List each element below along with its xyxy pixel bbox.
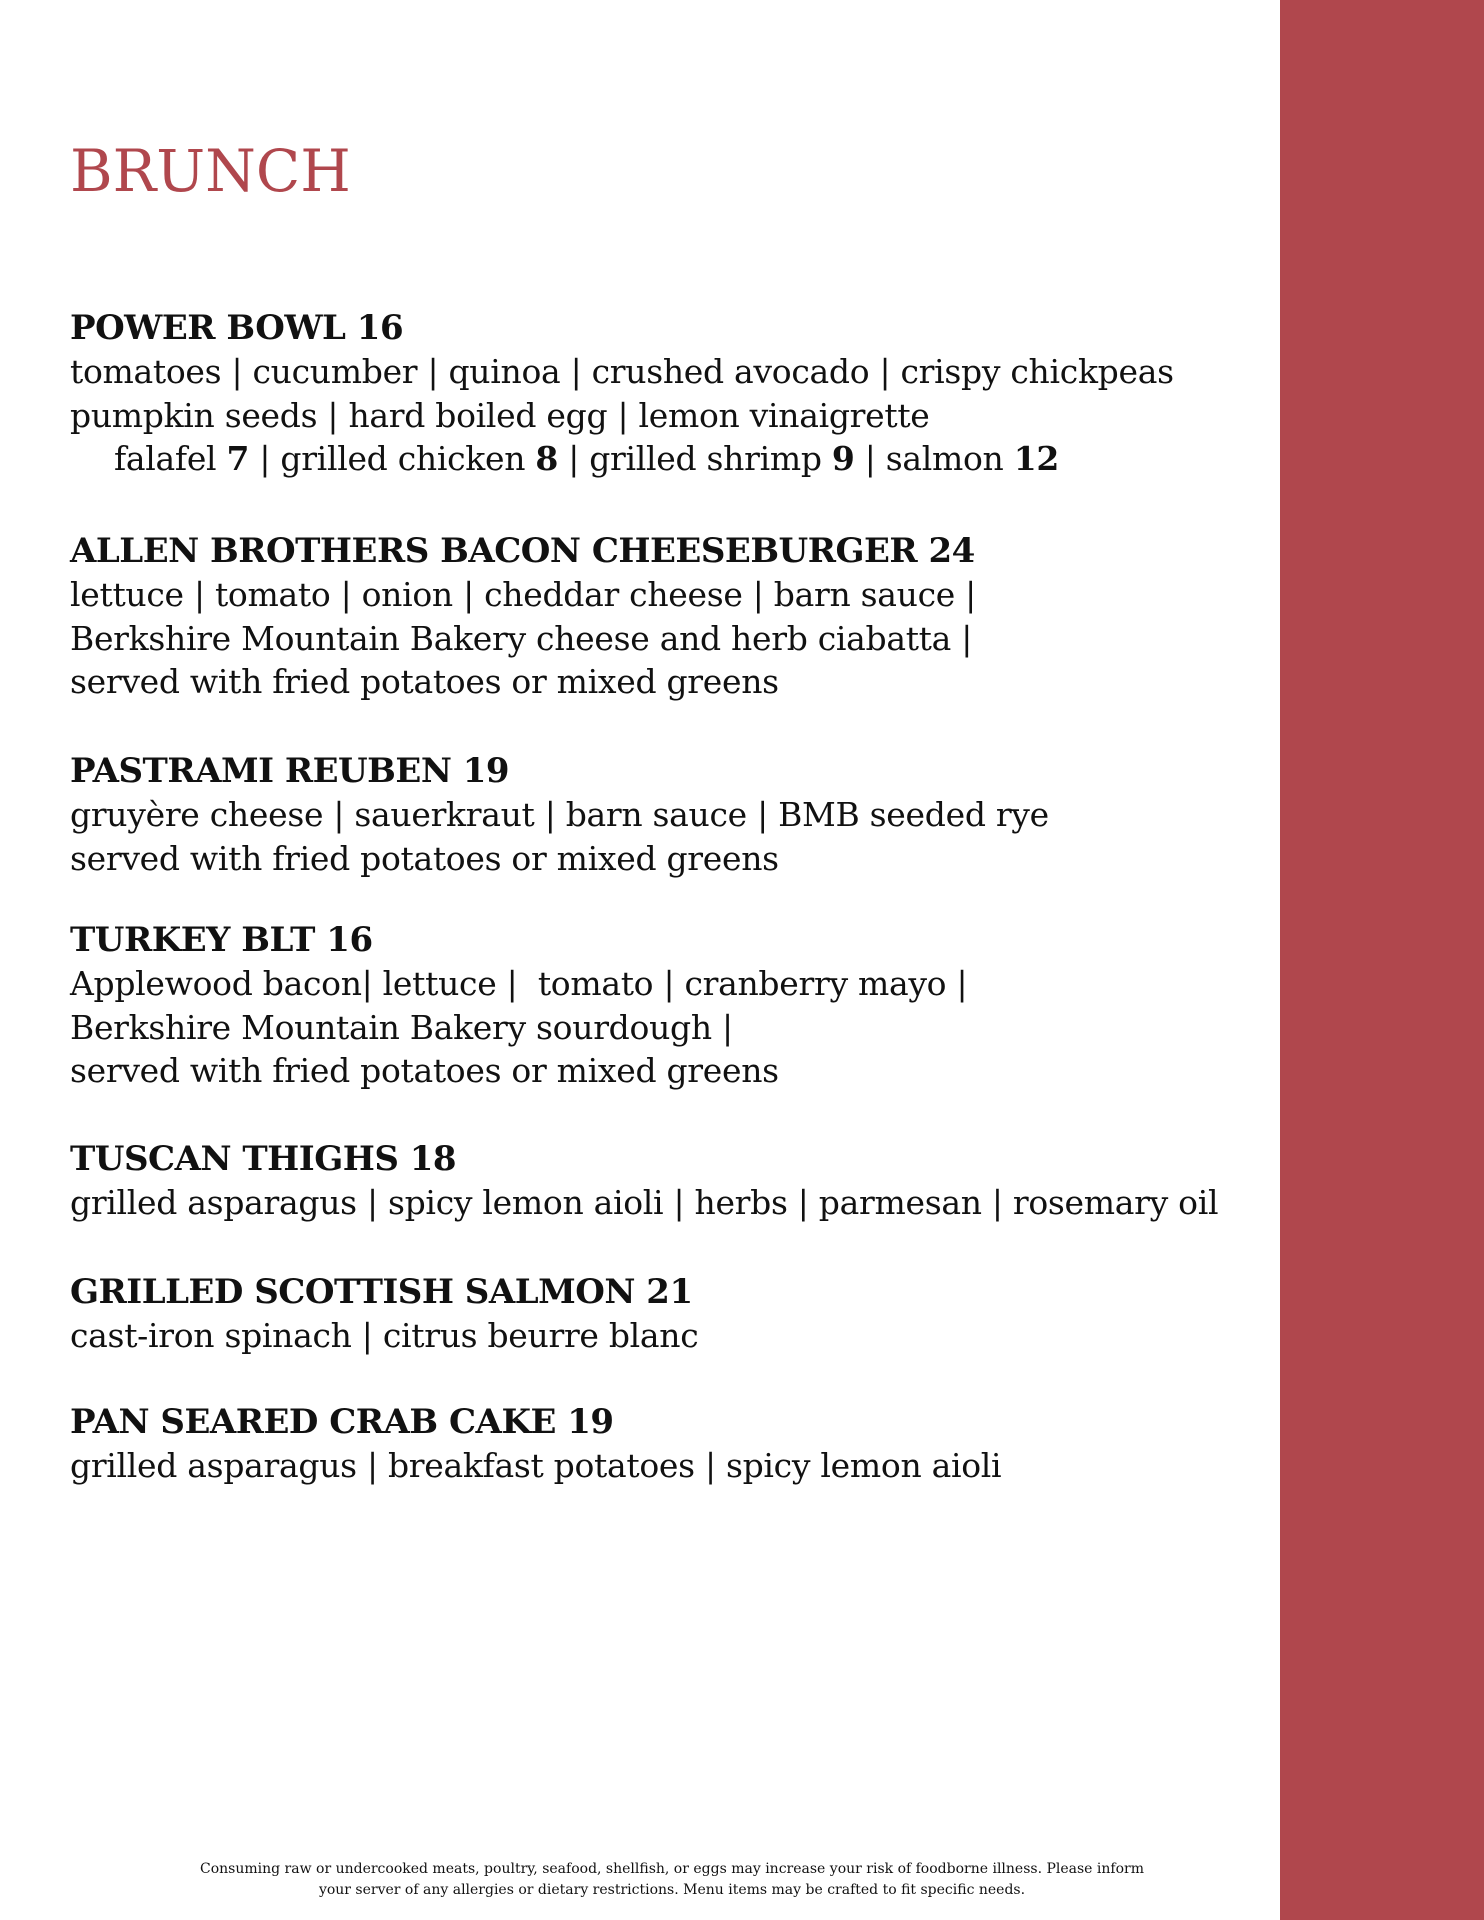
addon-label: | salmon — [854, 439, 1014, 478]
addon-price: 8 — [535, 439, 559, 478]
item-addons — [70, 437, 1260, 481]
addon-label: | grilled shrimp — [558, 439, 832, 478]
menu-item-tuscan-thighs — [70, 1137, 1260, 1225]
item-name: TUSCAN THIGHS 18 — [70, 1139, 457, 1179]
item-description-line: pumpkin seeds | hard boiled egg | lemon vinaigrette — [70, 395, 930, 435]
item-description-line: lettuce | tomato | onion | cheddar cheese | barn sauce | — [70, 575, 976, 614]
addon-price: 7 — [226, 439, 250, 478]
menu-item-power-bowl — [70, 306, 1260, 481]
item-description-line: Applewood bacon| lettuce | tomato | cranberry mayo | — [70, 964, 968, 1003]
disclaimer-line: Consuming raw or undercooked meats, poultry, seafood, shellfish, or eggs may increase your risk of foodborne illness. Please inform — [200, 1861, 1144, 1877]
page-title: BRUNCH — [70, 137, 351, 205]
item-name: TURKEY BLT 16 — [70, 920, 373, 960]
menu-item-scottish-salmon — [70, 1270, 1260, 1358]
item-description-line: grilled asparagus | spicy lemon aioli | herbs | parmesan | rosemary oil — [70, 1183, 1219, 1222]
item-name: PAN SEARED CRAB CAKE 19 — [70, 1402, 614, 1442]
item-description-line: Berkshire Mountain Bakery cheese and herb ciabatta | — [70, 618, 973, 658]
item-name: ALLEN BROTHERS BACON CHEESEBURGER 24 — [70, 531, 975, 571]
addon-label: | grilled chicken — [249, 439, 536, 478]
item-description-line: served with fried potatoes or mixed greens — [70, 662, 779, 701]
menu-item-turkey-blt — [70, 918, 1260, 1093]
menu-item-pastrami-reuben — [70, 749, 1260, 880]
item-description-line: cast-iron spinach | citrus beurre blanc — [70, 1316, 699, 1355]
addon-price: 9 — [831, 439, 855, 478]
addon-label: falafel — [114, 439, 227, 478]
item-description-line: Berkshire Mountain Bakery sourdough | — [70, 1007, 733, 1047]
item-description-line: served with fried potatoes or mixed greens — [70, 838, 779, 878]
item-description-line: grilled asparagus | breakfast potatoes | spicy lemon aioli — [70, 1446, 1002, 1485]
disclaimer-line: your server of any allergies or dietary restrictions. Menu items may be crafted to fit specific needs. — [318, 1882, 1026, 1898]
item-description-line: gruyère cheese | sauerkraut | barn sauce | BMB seeded rye — [70, 795, 1049, 834]
item-name: GRILLED SCOTTISH SALMON 21 — [70, 1272, 693, 1312]
item-name: PASTRAMI REUBEN 19 — [70, 751, 510, 791]
item-name: POWER BOWL 16 — [70, 308, 404, 348]
menu-item-cheeseburger — [70, 529, 1260, 704]
addon-price: 12 — [1013, 439, 1060, 478]
side-accent-bar — [1280, 0, 1484, 1920]
item-description-line: served with fried potatoes or mixed greens — [70, 1051, 779, 1090]
menu-item-crab-cake — [70, 1400, 1260, 1488]
allergy-disclaimer — [150, 1859, 1194, 1901]
item-description-line: tomatoes | cucumber | quinoa | crushed avocado | crispy chickpeas — [70, 352, 1174, 391]
